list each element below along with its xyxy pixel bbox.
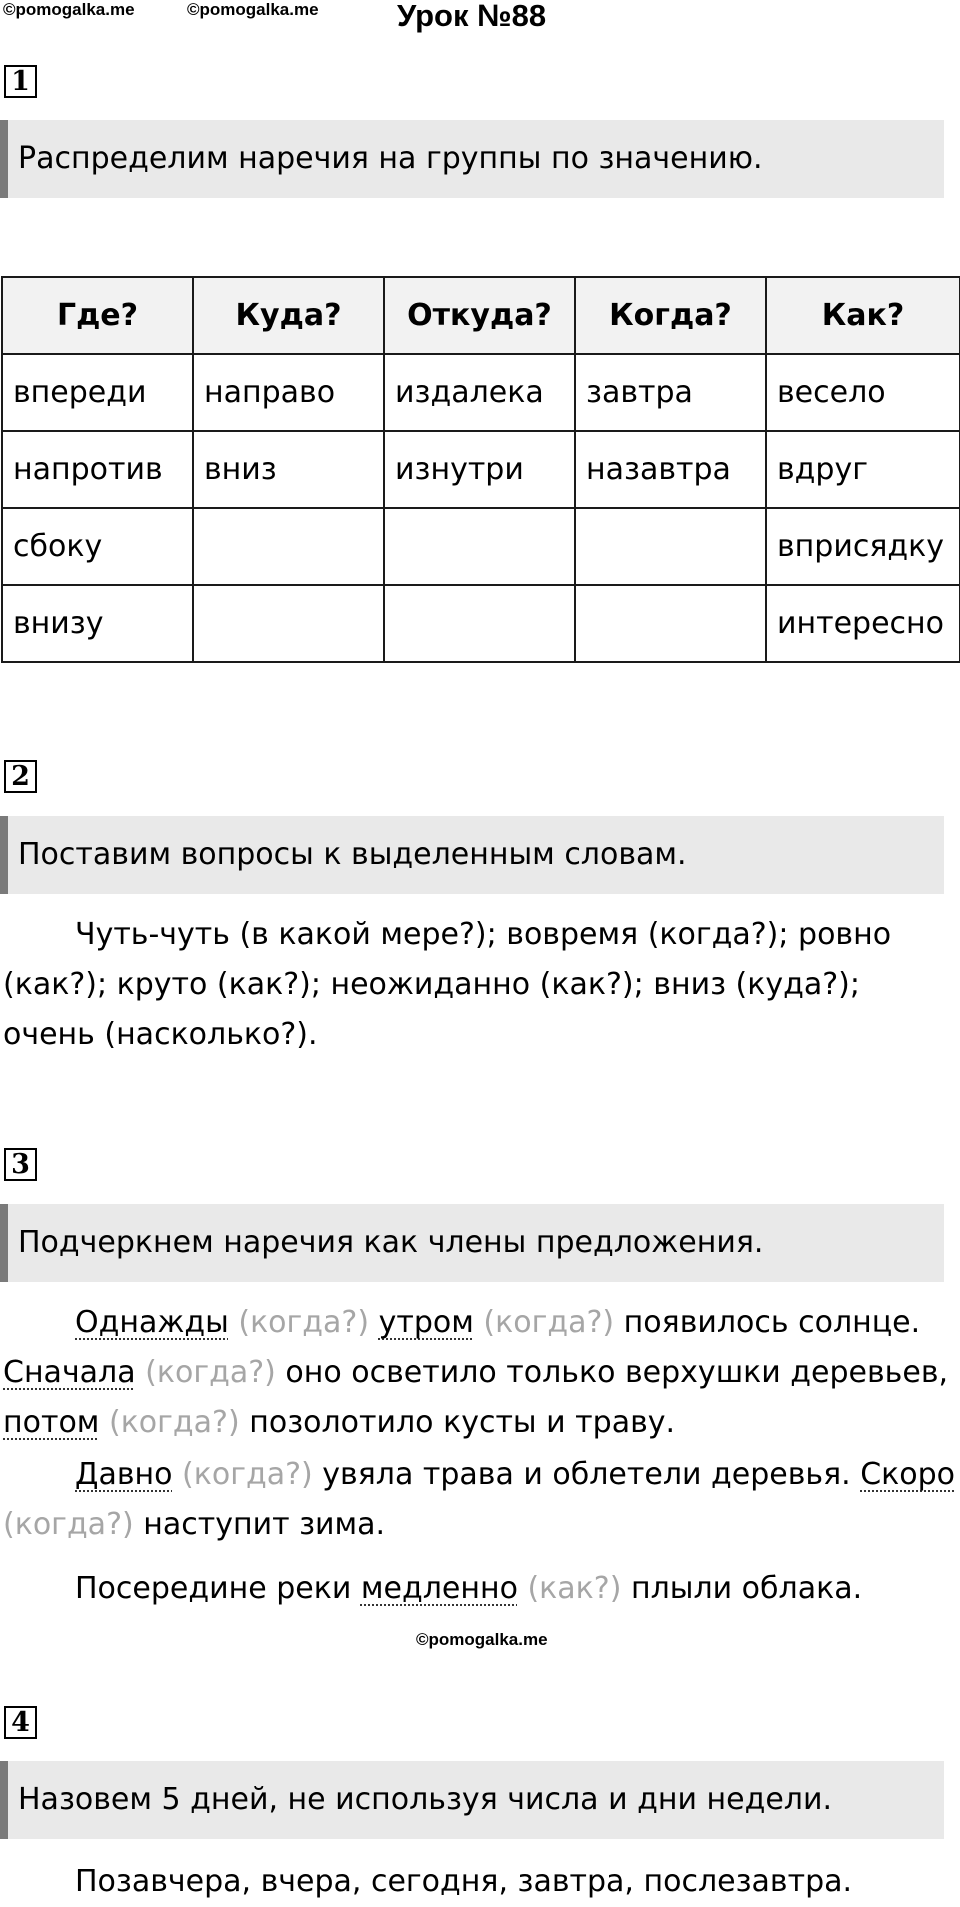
table-row (2, 508, 960, 585)
table-cell: напротив (2, 431, 193, 508)
text-line (75, 1298, 920, 1348)
table-cell: вдруг (766, 431, 960, 508)
task-answer-2: Чуть-чуть (в какой мере?); вовремя (когда?); ровно (как?); круто (как?); неожиданно (как?); вниз (куда?); очень (насколько?). (3, 917, 892, 1052)
task-instruction-2: Поставим вопросы к выделенным словам. (0, 816, 944, 894)
text: увяла трава и облетели деревья. (322, 1457, 851, 1492)
table-cell (384, 508, 575, 585)
table-cell: назавтра (575, 431, 766, 508)
text-line (3, 1500, 385, 1550)
question: (когда?) (108, 1405, 240, 1440)
task-instruction-3: Подчеркнем наречия как члены предложения. (0, 1204, 944, 1282)
table-cell: весело (766, 354, 960, 431)
table-row (2, 585, 960, 662)
column-header-how: Как? (766, 277, 960, 354)
table-cell: интересно (766, 585, 960, 662)
text: позолотило кусты и траву. (249, 1405, 676, 1440)
text: оно осветило только верхушки деревьев, (285, 1355, 949, 1390)
table-row (2, 431, 960, 508)
task-answer-4: Позавчера, вчера, сегодня, завтра, послезавтра. (75, 1864, 853, 1899)
table-cell: сбоку (2, 508, 193, 585)
adverb: Однажды (75, 1305, 229, 1340)
task-number-2: 2 (4, 760, 37, 793)
task-number-1: 1 (4, 65, 37, 98)
table-header-row (2, 277, 960, 354)
task-number-4: 4 (4, 1706, 37, 1739)
table-cell (193, 508, 384, 585)
task-number-3: 3 (4, 1148, 37, 1181)
table-cell: внизу (2, 585, 193, 662)
adverb: потом (3, 1405, 100, 1440)
text-line (75, 1564, 862, 1614)
column-header-where-from: Откуда? (384, 277, 575, 354)
adverb-table (1, 276, 960, 663)
question: (когда?) (145, 1355, 276, 1390)
text: Посередине реки (75, 1571, 352, 1606)
question: (когда?) (483, 1305, 615, 1340)
question: (когда?) (182, 1457, 313, 1492)
column-header-where-to: Куда? (193, 277, 384, 354)
adverb: Давно (75, 1457, 173, 1492)
table-cell (193, 585, 384, 662)
page-title: Урок №88 (397, 0, 547, 33)
text-line (3, 1348, 948, 1398)
table-cell: вприсядку (766, 508, 960, 585)
column-header-where: Где? (2, 277, 193, 354)
table-cell: завтра (575, 354, 766, 431)
watermark: ©pomogalka.me (416, 1630, 548, 1649)
adverb: Сначала (3, 1355, 136, 1390)
text: появилось солнце. (623, 1305, 921, 1340)
adverb: Скоро (860, 1457, 956, 1492)
task-instruction-4: Назовем 5 дней, не используя числа и дни недели. (0, 1761, 944, 1839)
table-cell: издалека (384, 354, 575, 431)
watermark: ©pomogalka.me (187, 0, 319, 19)
table-cell: изнутри (384, 431, 575, 508)
table-cell: вниз (193, 431, 384, 508)
watermark: ©pomogalka.me (3, 0, 135, 19)
question: (когда?) (238, 1305, 370, 1340)
table-cell: впереди (2, 354, 193, 431)
table-cell (575, 585, 766, 662)
text-line (3, 1398, 675, 1448)
text: наступит зима. (143, 1507, 386, 1542)
adverb: утром (378, 1305, 474, 1340)
question: (когда?) (3, 1507, 134, 1542)
table-cell (384, 585, 575, 662)
question: (как?) (527, 1571, 622, 1606)
adverb: медленно (360, 1571, 518, 1606)
task-instruction-1: Распределим наречия на группы по значению. (0, 120, 944, 198)
column-header-when: Когда? (575, 277, 766, 354)
table-cell: направо (193, 354, 384, 431)
text: плыли облака. (630, 1571, 863, 1606)
text-line (75, 1450, 955, 1500)
table-row (2, 354, 960, 431)
table-cell (575, 508, 766, 585)
